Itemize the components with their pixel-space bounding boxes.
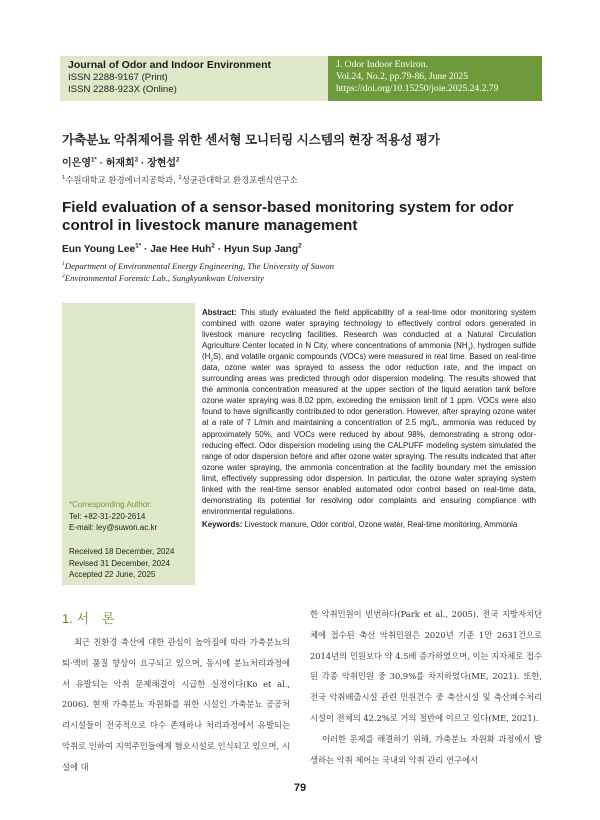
article-info-sidebar bbox=[62, 303, 195, 585]
english-title: Field evaluation of a sensor-based monitoring system for odor control in livestock manure management bbox=[62, 199, 514, 234]
abstract-block bbox=[62, 303, 542, 585]
section-title-introduction: 1. 서 론 bbox=[62, 611, 115, 626]
korean-authors bbox=[62, 154, 180, 169]
korean-author-3-sup: 2 bbox=[176, 156, 180, 164]
body-paragraph: 최근 친환경 축산에 대한 관심이 높아짐에 따라 가축분뇨의 퇴·액비 품질 향상이 요구되고 있으며, 동시에 분뇨처리과정에서 유발되는 악취 문제해결이 시급한 실정이다(Ko et al., 2006). 현재 가축분뇨 자원화를 위한 시설인 가축분뇨 공공처리시설들이 전국적으로 다수 존재하나 처리과정에서 유발되는 악취로 인하여 지역주민들에게 혐오시설로 인식되고 있으며, 시설에 대 bbox=[62, 637, 290, 772]
korean-affil-2: 성균관대학교 환경포렌식연구소 bbox=[181, 175, 298, 185]
english-author-3-sup: 2 bbox=[298, 242, 302, 250]
doi-link[interactable]: https://doi.org/10.15250/joie.2025.24.2.79 bbox=[336, 83, 499, 94]
abstract-content bbox=[195, 303, 542, 585]
abstract-part-2: ), hydrogen sulfide (H bbox=[202, 341, 536, 362]
english-affil-1-line bbox=[62, 260, 334, 272]
volume-info: Vol.24, No.2, pp.79-86, June 2025 bbox=[336, 71, 469, 82]
english-author-1-sup: 1* bbox=[135, 242, 142, 250]
issn-print: ISSN 2288-9167 (Print) bbox=[68, 72, 168, 83]
journal-info-box bbox=[60, 56, 328, 101]
korean-author-1: 이은영 bbox=[62, 158, 91, 169]
body-column-left bbox=[62, 632, 290, 778]
korean-affiliations bbox=[62, 174, 298, 186]
english-affil-1-sup: 1 bbox=[62, 261, 65, 268]
keywords-list: Livestock manure, Odor control, Ozone water, Real-time monitoring, Ammonia bbox=[242, 519, 518, 529]
corresponding-email[interactable]: E-mail: ley@suwon.ac.kr bbox=[69, 523, 158, 532]
body-paragraph: 한 악취민원이 빈번하다(Park et al., 2005). 전국 지방자치단체에 접수된 축산 악취민원은 2020년 기준 1만 2631건으로 2014년의 민원보다 약 4.5배 증가하였으며, 이는 지자체로 접수된 각종 악취민원 중 30.9%를 차지하였다(ME, 2021). 또한, 전국 악취배출시설 관련 민원건수 중 축산시설 및 축산폐수처리시설이 전체의 42.2%로 거의 절반에 이르고 있다(ME, 2021). bbox=[310, 609, 542, 723]
korean-author-1-sup: 1* bbox=[90, 156, 97, 164]
article-dates bbox=[69, 546, 174, 581]
english-author-2-sup: 2 bbox=[211, 242, 215, 250]
english-affil-2-line bbox=[62, 272, 334, 284]
korean-affil-1-sup: 1 bbox=[62, 175, 66, 182]
english-author-3: Hyun Sup Jang bbox=[223, 244, 299, 255]
body-column-right bbox=[310, 604, 542, 770]
journal-name: Journal of Odor and Indoor Environment bbox=[68, 59, 272, 71]
author-separator: · bbox=[138, 158, 148, 169]
accepted-date: Accepted 22 June, 2025 bbox=[69, 570, 156, 579]
english-affil-1: Department of Environmental Energy Engineering, The University of Suwon bbox=[64, 261, 335, 271]
abstract-sub-2: 2 bbox=[210, 358, 214, 364]
english-affil-2-sup: 2 bbox=[62, 273, 65, 280]
issn-online: ISSN 2288-923X (Online) bbox=[68, 84, 177, 95]
corresponding-author-info bbox=[69, 499, 157, 534]
journal-header bbox=[60, 56, 542, 101]
english-author-1: Eun Young Lee bbox=[62, 244, 136, 255]
korean-author-2: 허재희 bbox=[105, 158, 135, 169]
abstract-sub-1: 3 bbox=[467, 347, 471, 353]
body-paragraph: 이러한 문제를 해결하기 위해, 가축분뇨 자원화 과정에서 발생하는 악취 제어는 국내외 악취 관리 연구에서 bbox=[310, 733, 542, 765]
author-separator: · bbox=[214, 244, 224, 255]
journal-abbrev: J. Odor Indoor Environ. bbox=[336, 59, 428, 70]
corresponding-tel: Tel: +82-31-220-2614 bbox=[69, 511, 146, 521]
page-number: 79 bbox=[293, 782, 307, 794]
abstract-part-3: S), and volatile organic compounds (VOCs) were measured in real time. Based on real-time data, ozone water was sprayed to assess the odor reduction rate, and the impact on surrounding areas was predicted through odor dispersion modeling. The results showed that the ammonia concentration measured at the upper section of the liquid aeration tank before ozone water spraying was 8.02 ppm, exceeding the emission limit of 1 ppm. VOCs were also found to have significantly contributed to odor generation. However, after spraying ozone water at a rate of 7 L/min and maintaining a concentration of 2.5 mg/L, ammonia was reduced by approximately 50%, and VOCs were reduced by about 98%, demonstrating a strong odor-reducing effect. Odor dispersion modeling using the CALPUFF modeling system simulated the range of odor dispersion before and after ozone water spraying. The results indicated that after ozone water spraying, the ammonia concentration at the facility boundary met the emission limit, effectively suppressing odor dispersion. In particular, the ozone water spraying system linked with the real-time sensor enabled automated odor control based on real-time data, demonstrating its potential for resolving odor complaints and ensuring compliance with environmental regulations. bbox=[202, 352, 536, 516]
corresponding-author-label: *Corresponding Author: bbox=[69, 500, 153, 509]
revised-date: Revised 31 December, 2024 bbox=[69, 558, 170, 568]
english-affil-2: Environmental Forensic Lab., Sungkyunkwan University bbox=[64, 273, 264, 283]
abstract-label: Abstract: bbox=[202, 308, 237, 317]
abstract-part-1: This study evaluated the field applicability of a real-time odor monitoring system combined with ozone water spraying technology to effectively control odors generated in livestock manure recycling facilities. Research was conducted at a Natural Circulation Agriculture Center located in N City, where concentrations of ammonia (NH bbox=[202, 308, 536, 351]
author-separator: · bbox=[96, 158, 106, 169]
abstract-text bbox=[202, 307, 536, 517]
english-affiliations bbox=[62, 260, 334, 284]
korean-title: 가축분뇨 악취제어를 위한 센서형 모니터링 시스템의 현장 적용성 평가 bbox=[62, 133, 440, 147]
received-date: Received 18 December, 2024 bbox=[69, 547, 175, 556]
keywords-label: Keywords: bbox=[202, 519, 243, 529]
citation-box bbox=[328, 56, 542, 101]
english-authors bbox=[62, 244, 302, 255]
author-separator: · bbox=[141, 244, 151, 255]
english-author-2: Jae Hee Huh bbox=[150, 244, 212, 255]
korean-author-3: 장현섭 bbox=[147, 158, 177, 169]
korean-affil-2-sup: 2 bbox=[178, 175, 182, 182]
korean-author-2-sup: 2 bbox=[134, 156, 139, 164]
korean-affil-1: 수원대학교 환경에너지공학과, bbox=[65, 175, 179, 185]
keywords bbox=[202, 519, 536, 530]
